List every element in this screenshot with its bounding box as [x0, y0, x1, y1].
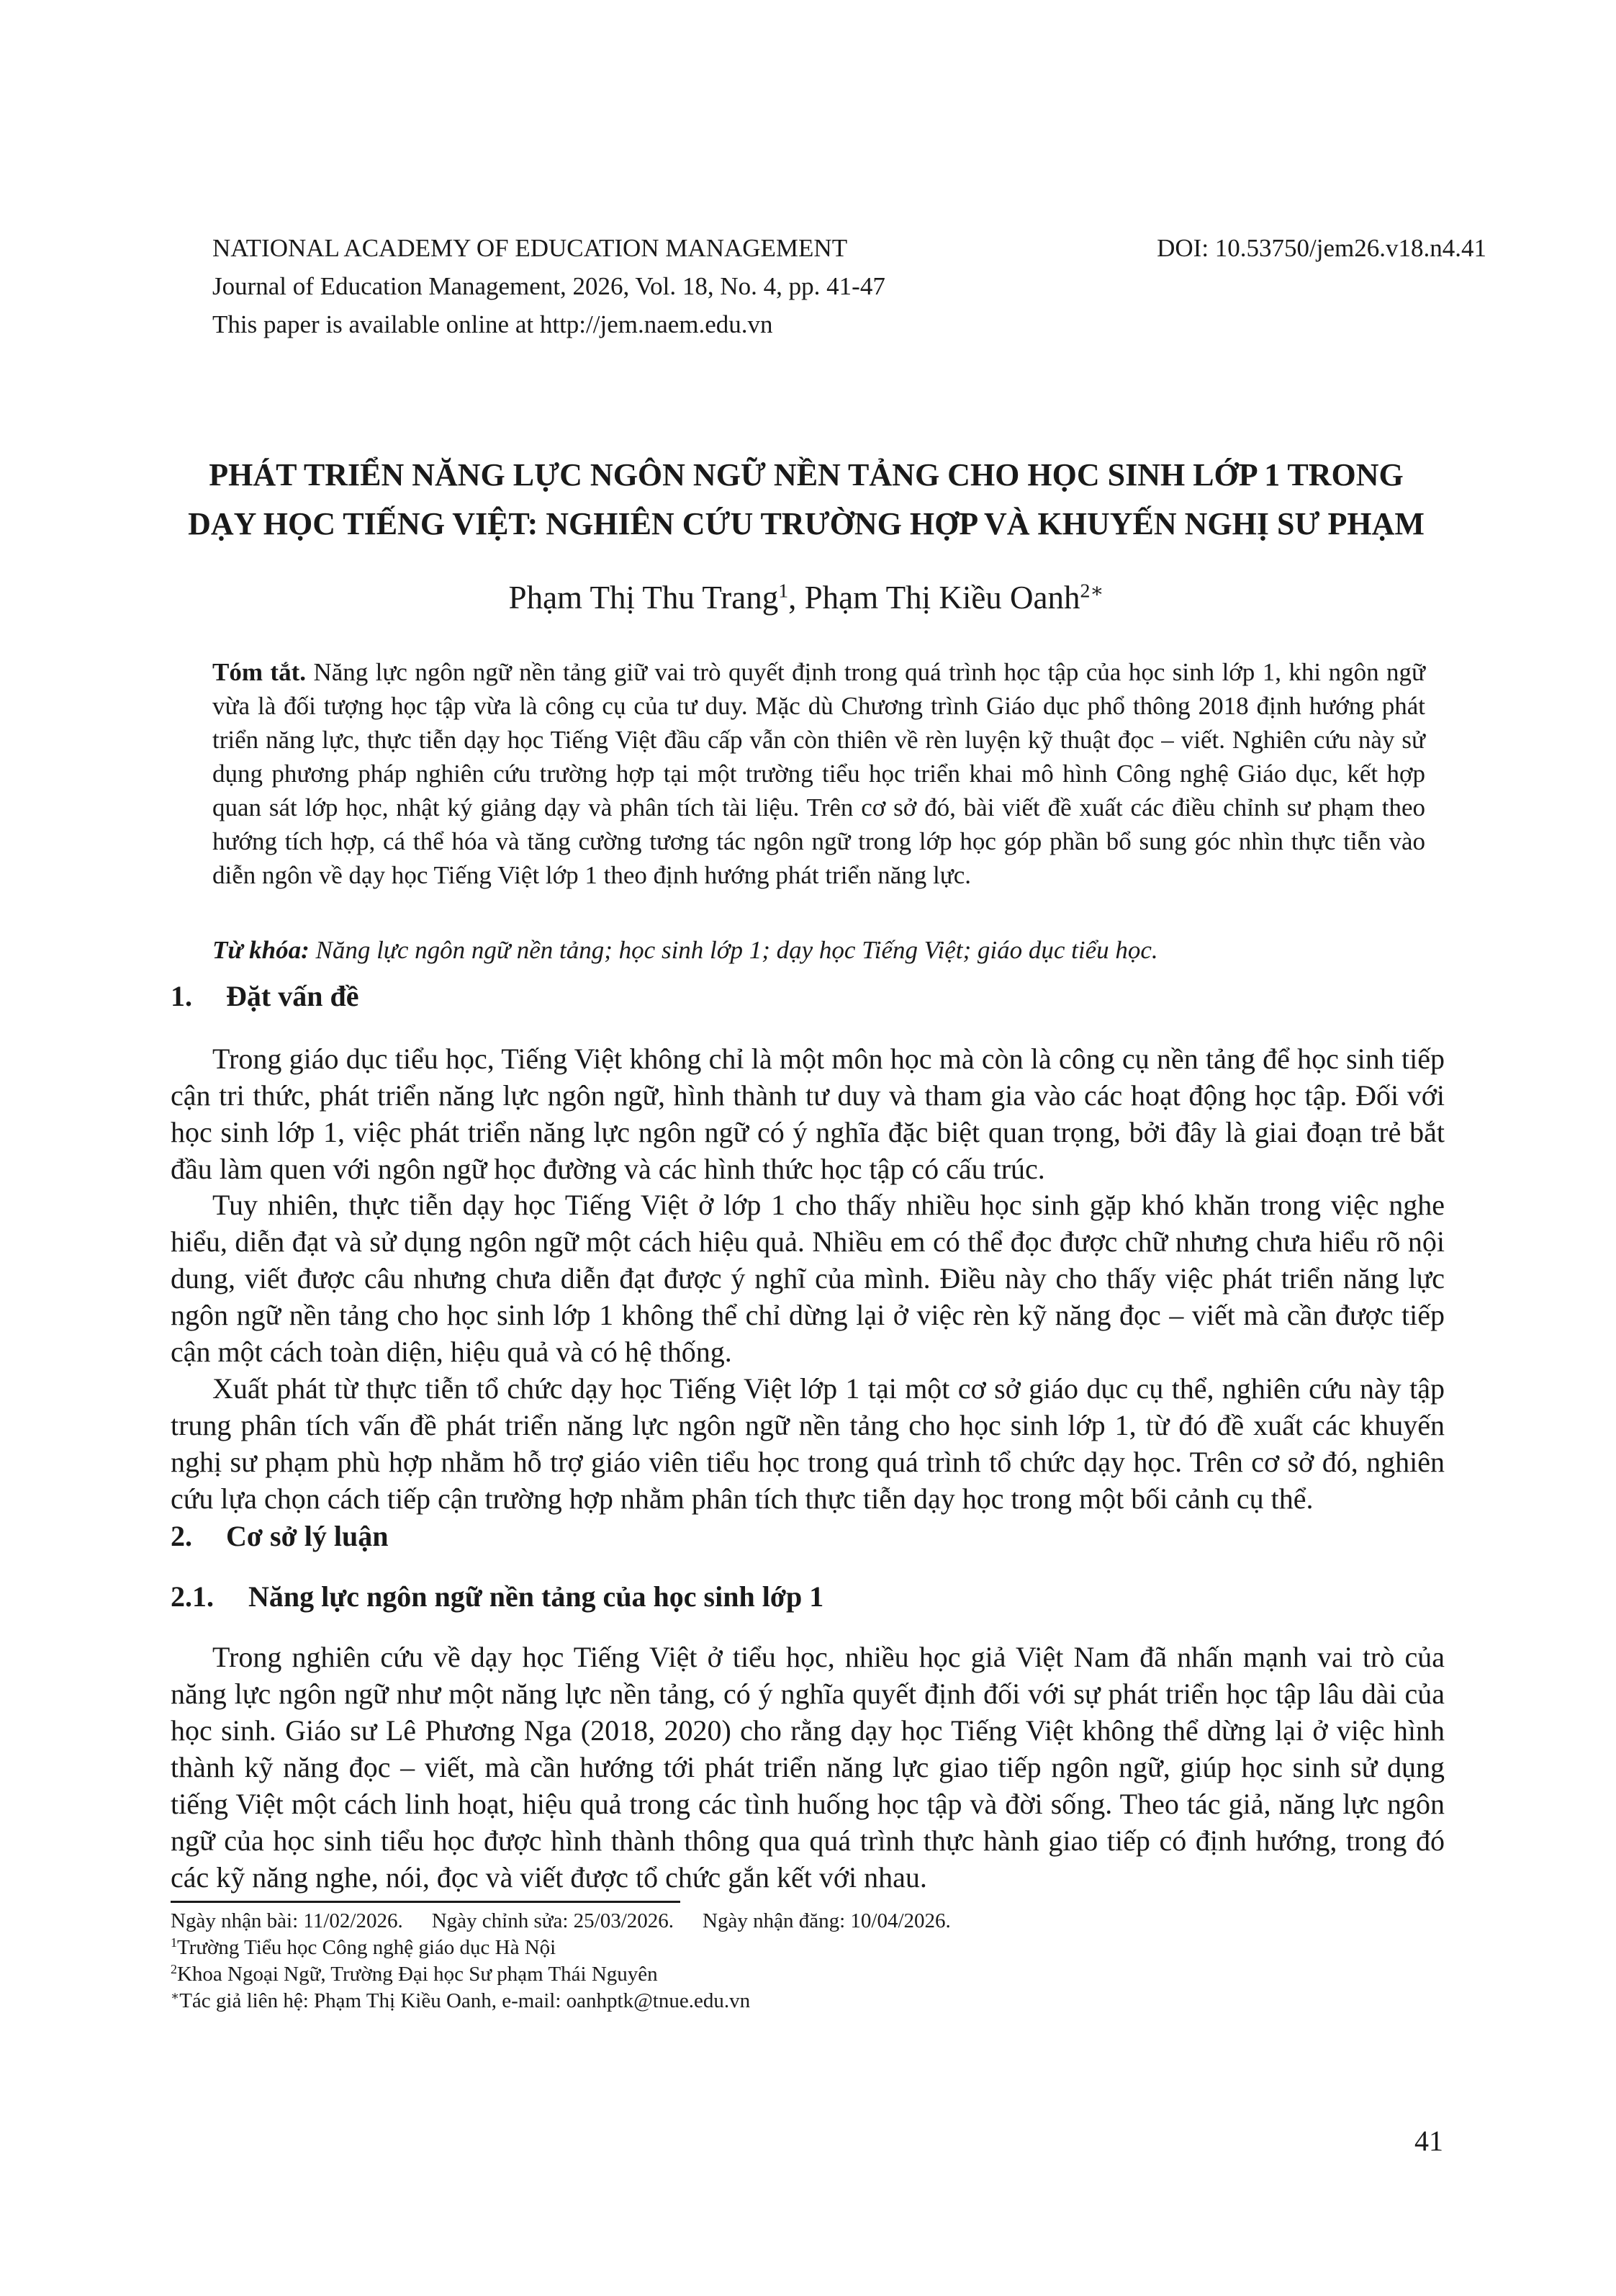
revised-date: Ngày chỉnh sửa: 25/03/2026.: [431, 1909, 674, 1932]
paragraph-1: Trong giáo dục tiểu học, Tiếng Việt không chỉ là một môn học mà còn là công cụ nền tảng để học sinh tiếp cận tri thức, phát triển năng lực ngôn ngữ, hình thành tư duy và tham gia vào các hoạt động học tập. Đối với học sinh lớp 1, việc phát triển năng lực ngôn ngữ có ý nghĩa đặc biệt quan trọng, bởi đây là giai đoạn trẻ bắt đầu làm quen với ngôn ngữ học đường và các hình thức học tập có cấu trúc.: [171, 1043, 1445, 1185]
corresponding-mark: ∗: [171, 1989, 180, 2004]
keywords: [212, 933, 1425, 967]
availability-note: This paper is available online at http://jem.naem.edu.vn: [212, 310, 773, 338]
affiliation-2-mark: 2: [171, 1962, 177, 1977]
affiliation-2: $^2$Khoa Ngoại Ngữ, Trường Đại học Sư phạm Thái Nguyên: [171, 1962, 658, 1986]
affiliation-1: $^1$Trường Tiểu học Công nghệ giáo dục Hà Nội: [171, 1935, 556, 1959]
author-2: Phạm Thị Kiều Oanh: [804, 580, 1080, 616]
footnote-rule: [171, 1901, 680, 1903]
keywords-text: Năng lực ngôn ngữ nền tảng; học sinh lớp 1; dạy học Tiếng Việt; giáo dục tiểu học.: [315, 936, 1158, 964]
received-date: Ngày nhận bài: 11/02/2026.: [171, 1909, 403, 1932]
accepted-date: Ngày nhận đăng: 10/04/2026.: [703, 1909, 951, 1932]
abstract: [212, 655, 1425, 892]
page-number: 41: [1414, 2125, 1443, 2157]
footnotes: [171, 1908, 1394, 2014]
section-title: Đặt vấn đề: [226, 980, 359, 1012]
title-line-1: PHÁT TRIỂN NĂNG LỰC NGÔN NGỮ NỀN TẢNG CHO HỌC SINH LỚP 1 TRONG: [209, 457, 1404, 492]
section-heading-1: [171, 976, 358, 1017]
keywords-label: Từ khóa:: [212, 936, 310, 964]
subsection-number: 2.1.: [171, 1580, 214, 1613]
org-name: NATIONAL ACADEMY OF EDUCATION MANAGEMENT: [212, 234, 848, 262]
journal-header: [212, 229, 1486, 343]
subsection-heading-2-1: [171, 1577, 823, 1617]
author-separator: ,: [788, 580, 805, 616]
abstract-text: Năng lực ngôn ngữ nền tảng giữ vai trò quyết định trong quá trình học tập của học sinh lớp 1, khi ngôn ngữ vừa là đối tượng học tập vừa là công cụ của tư duy. Mặc dù Chương trình Giáo dục phổ thông 2018 định hướng phát triển năng lực, thực tiễn dạy học Tiếng Việt đầu cấp vẫn còn thiên về rèn luyện kỹ thuật đọc – viết. Nghiên cứu này sử dụng phương pháp nghiên cứu trường hợp tại một trường tiểu học triển khai mô hình Công nghệ Giáo dục, kết hợp quan sát lớp học, nhật ký giảng dạy và phân tích tài liệu. Trên cơ sở đó, bài viết đề xuất các điều chỉnh sư phạm theo hướng tích hợp, cá thể hóa và tăng cường tương tác ngôn ngữ trong lớp học góp phần bổ sung góc nhìn thực tiễn vào diễn ngôn về dạy học Tiếng Việt lớp 1 theo định hướng phát triển năng lực.: [212, 658, 1425, 889]
section-number: 1.: [171, 980, 192, 1012]
section-title: Cơ sở lý luận: [226, 1520, 389, 1552]
author-list: [166, 576, 1447, 619]
author-1: Phạm Thị Thu Trang: [508, 580, 779, 616]
section-heading-2: [171, 1516, 388, 1557]
affiliation-1-mark: 1: [171, 1935, 177, 1950]
author-1-mark: 1: [778, 580, 789, 603]
author-2-mark: 2∗: [1080, 580, 1104, 603]
section-number: 2.: [171, 1520, 192, 1552]
paragraph-3: Xuất phát từ thực tiễn tổ chức dạy học Tiếng Việt lớp 1 tại một cơ sở giáo dục cụ thể, nghiên cứu này tập trung phân tích vấn đề phát triển năng lực ngôn ngữ nền tảng cho học sinh lớp 1, từ đó đề xuất các khuyến nghị sư phạm phù hợp nhằm hỗ trợ giáo viên tiểu học trong quá trình tổ chức dạy học. Trên cơ sở đó, nghiên cứu lựa chọn cách tiếp cận trường hợp nhằm phân tích thực tiễn dạy học trong một bối cảnh cụ thể.: [171, 1372, 1445, 1515]
subsection-title: Năng lực ngôn ngữ nền tảng của học sinh lớp 1: [248, 1580, 824, 1613]
title-line-2: DẠY HỌC TIẾNG VIỆT: NGHIÊN CỨU TRƯỜNG HỢP VÀ KHUYẾN NGHỊ SƯ PHẠM: [188, 506, 1425, 541]
paper-title: [166, 451, 1447, 549]
dates-line: [171, 1908, 1394, 1935]
doi: DOI: 10.53750/jem26.v18.n4.41: [1157, 234, 1486, 262]
corresponding-author: ∗Tác giả liên hệ: Phạm Thị Kiều Oanh, e-mail: oanhptk@tnue.edu.vn: [171, 1989, 751, 2012]
abstract-label: Tóm tắt.: [212, 658, 306, 686]
paragraph-2: Tuy nhiên, thực tiễn dạy học Tiếng Việt ở lớp 1 cho thấy nhiều học sinh gặp khó khăn trong việc nghe hiểu, diễn đạt và sử dụng ngôn ngữ một cách hiệu quả. Nhiều em có thể đọc được chữ nhưng chưa hiểu rõ nội dung, viết được câu nhưng chưa diễn đạt được ý nghĩ của mình. Điều này cho thấy việc phát triển năng lực ngôn ngữ nền tảng cho học sinh lớp 1 không thể chỉ dừng lại ở việc rèn kỹ năng đọc – viết mà cần được tiếp cận một cách toàn diện, hiệu quả và có hệ thống.: [171, 1189, 1445, 1368]
paragraph-4: Trong nghiên cứu về dạy học Tiếng Việt ở tiểu học, nhiều học giả Việt Nam đã nhấn mạnh vai trò của năng lực ngôn ngữ như một năng lực nền tảng, có ý nghĩa quyết định đối với sự phát triển học tập lâu dài của học sinh. Giáo sư Lê Phương Nga (2018, 2020) cho rằng dạy học Tiếng Việt không thể dừng lại ở việc hình thành kỹ năng đọc – viết, mà cần hướng tới phát triển năng lực giao tiếp ngôn ngữ, giúp học sinh sử dụng tiếng Việt một cách linh hoạt, hiệu quả trong các tình huống học tập và đời sống. Theo tác giả, năng lực ngôn ngữ của học sinh tiểu học được hình thành thông qua quá trình thực hành giao tiếp có định hướng, trong đó các kỹ năng nghe, nói, đọc và viết được tổ chức gắn kết với nhau.: [171, 1641, 1445, 1894]
journal-citation: Journal of Education Management, 2026, Vol. 18, No. 4, pp. 41-47: [212, 272, 885, 300]
